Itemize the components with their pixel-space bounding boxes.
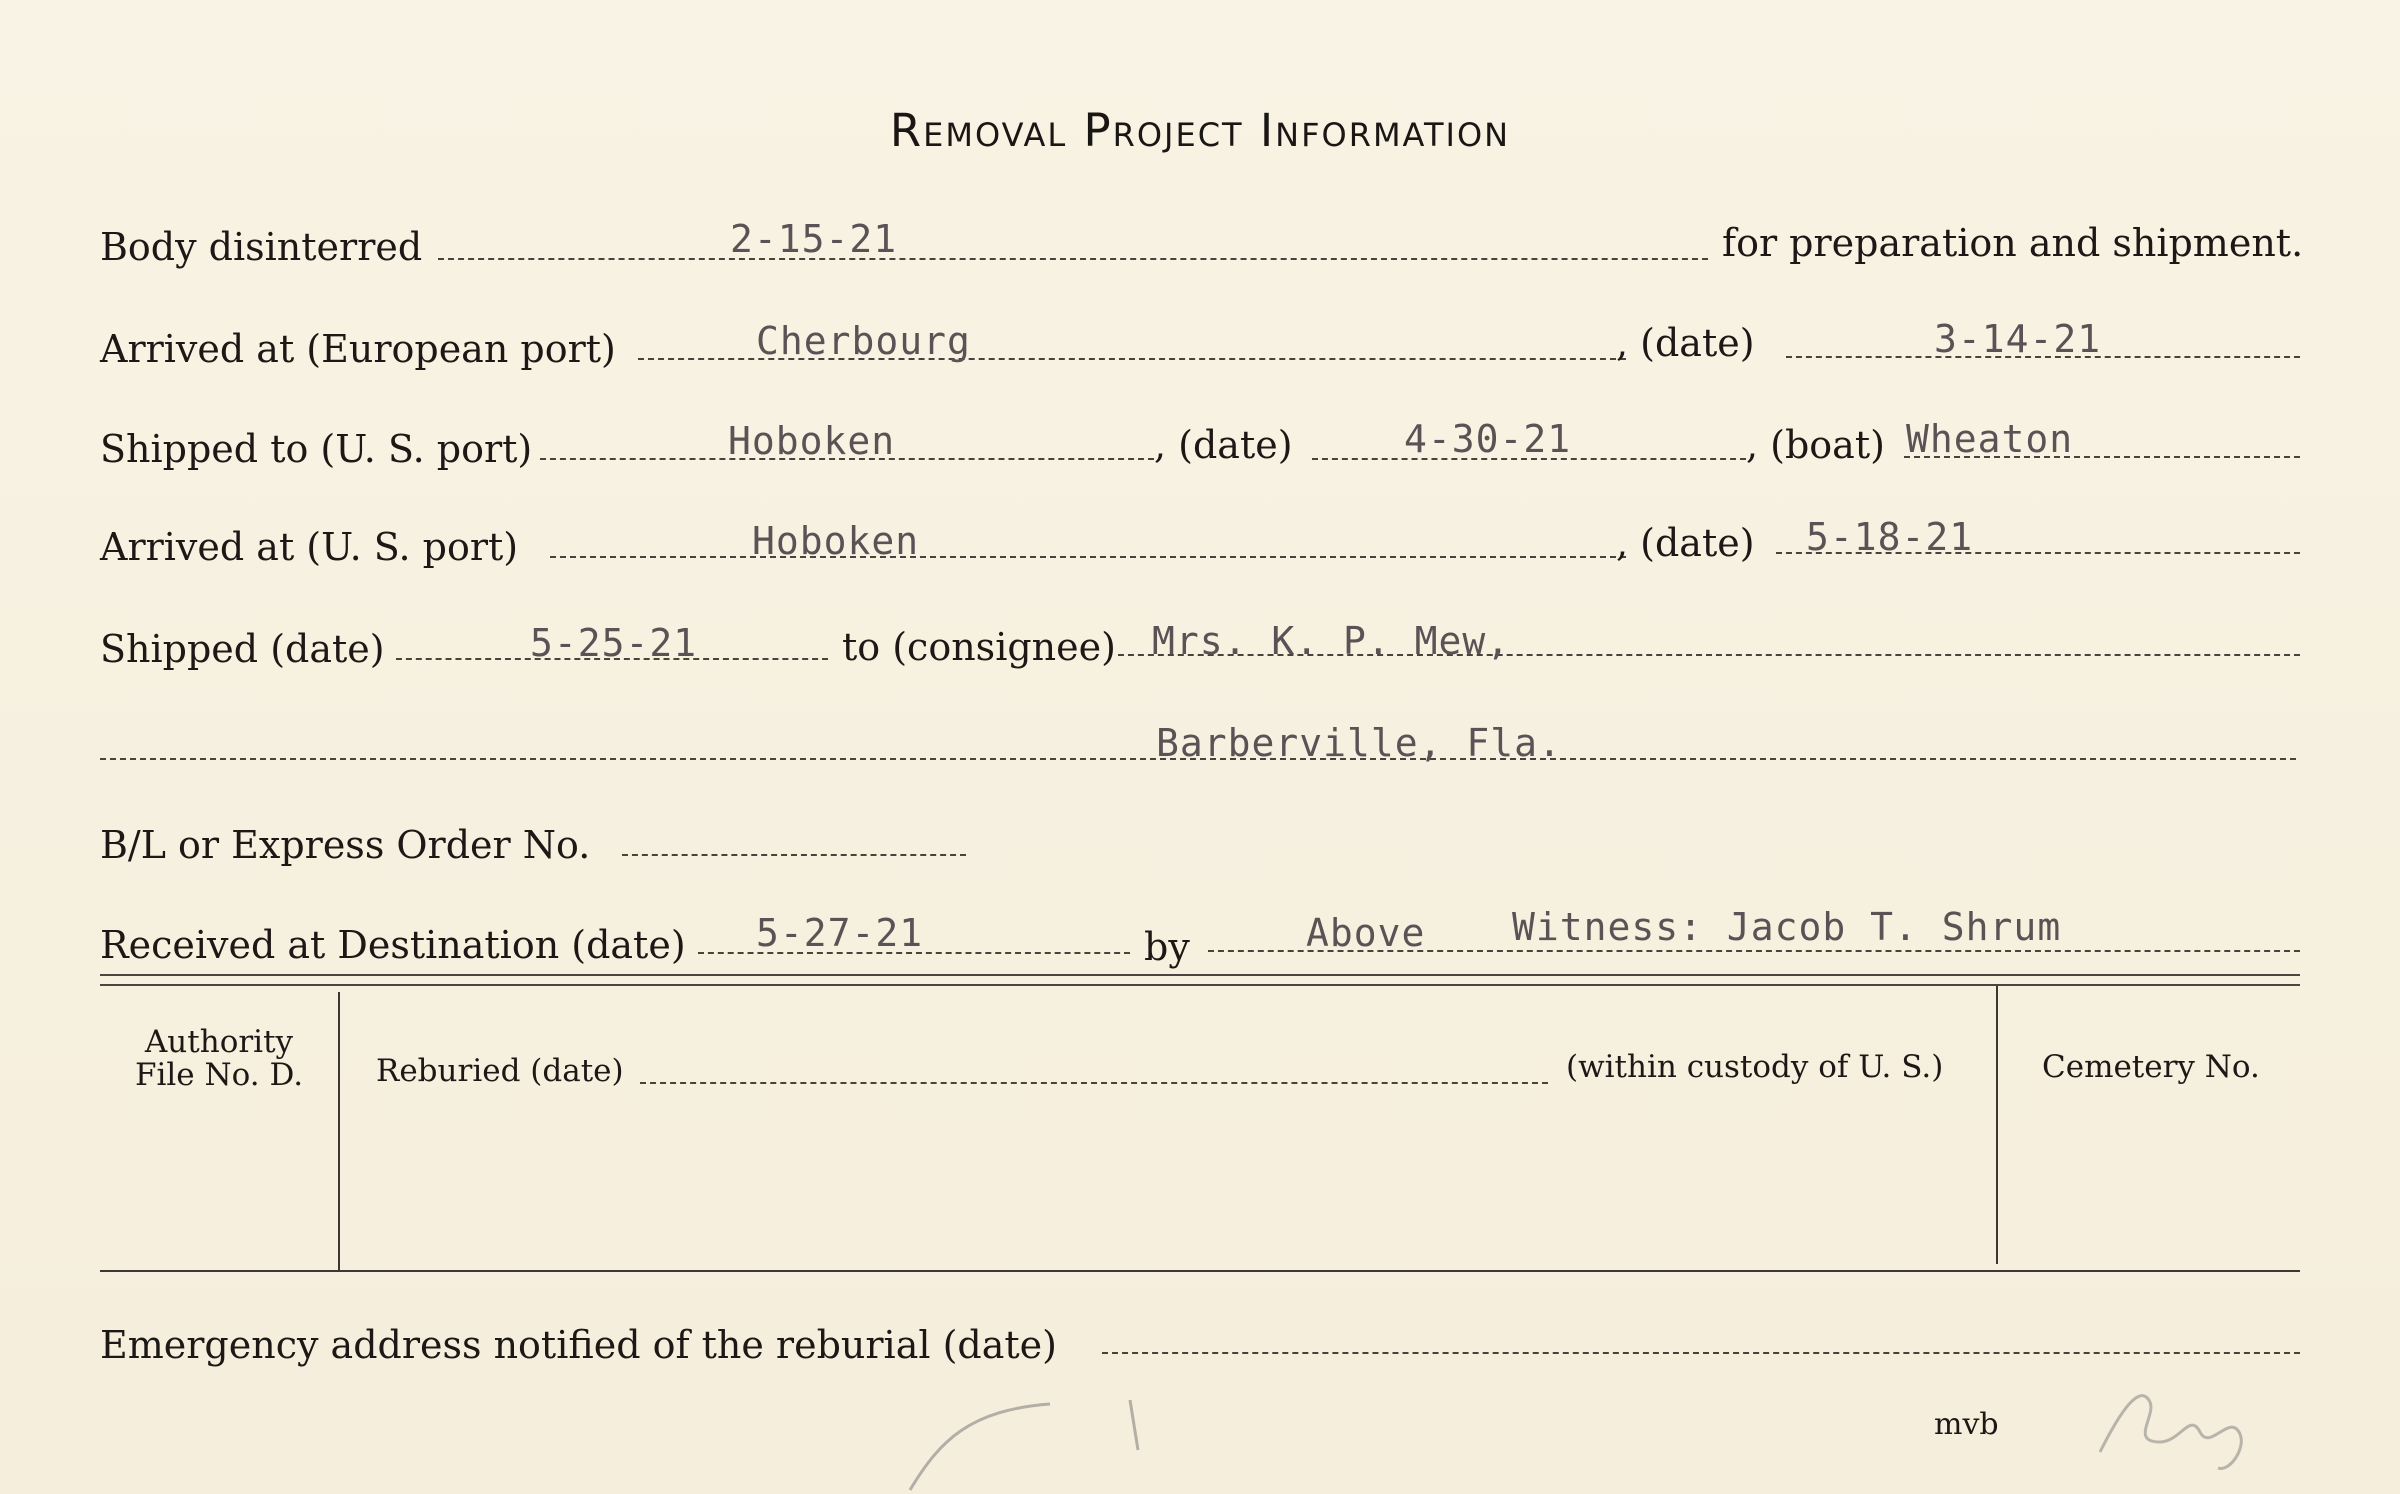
emergency-dotline — [1102, 1352, 2300, 1354]
emergency-label: Emergency address notified of the reburial (date) — [100, 1323, 1057, 1367]
arrived-european-label: Arrived at (European port) — [100, 327, 616, 371]
arrived-us-date: 5-18-21 — [1806, 515, 1974, 559]
shipped-us-date: 4-30-21 — [1404, 417, 1572, 461]
shipped-us-label: Shipped to (U. S. port) — [100, 427, 533, 471]
consignee-value: Mrs. K. P. Mew, — [1152, 619, 1511, 663]
bl-label: B/L or Express Order No. — [100, 823, 591, 867]
shipped-us-date-label: , (date) — [1154, 423, 1293, 467]
received-label: Received at Destination (date) — [100, 923, 686, 967]
arrived-us-port: Hoboken — [752, 519, 920, 563]
shipped-us-port: Hoboken — [728, 419, 896, 463]
page-title: Removal Project Information — [889, 104, 1511, 157]
pencil-mark — [900, 1380, 1160, 1494]
consignee-address: Barberville, Fla. — [1156, 721, 1562, 765]
arrived-european-port: Cherbourg — [756, 319, 971, 363]
body-disinterred-label: Body disinterred — [100, 225, 423, 269]
body-disinterred-value: 2-15-21 — [730, 217, 898, 261]
bl-dotline — [622, 854, 966, 856]
arrived-european-date-label: , (date) — [1616, 321, 1755, 365]
shipped-us-boat: Wheaton — [1906, 417, 2074, 461]
table-divider-1 — [338, 992, 340, 1270]
table-top-rule — [100, 974, 2300, 986]
received-by-label: by — [1144, 925, 1190, 969]
table-divider-2 — [1996, 986, 1998, 1264]
body-disinterred-dotline — [438, 258, 1708, 260]
custody-label: (within custody of U. S.) — [1566, 1049, 1944, 1085]
pencil-signature — [2080, 1372, 2260, 1482]
arrived-us-dotline — [550, 556, 1626, 558]
cemetery-label: Cemetery No. — [2042, 1049, 2260, 1085]
received-by: Above — [1306, 911, 1426, 955]
table-bottom-rule — [100, 1270, 2300, 1272]
shipped-us-boat-label: , (boat) — [1746, 423, 1885, 467]
authority-file-label: Authority File No. D. — [134, 1024, 304, 1093]
shipped-date-label: Shipped (date) — [100, 627, 385, 671]
witness: Witness: Jacob T. Shrum — [1512, 905, 2062, 949]
received-date: 5-27-21 — [756, 911, 924, 955]
arrived-us-date-label: , (date) — [1616, 521, 1755, 565]
reburied-dotline — [640, 1082, 1548, 1084]
arrived-european-date: 3-14-21 — [1934, 317, 2102, 361]
reburied-label: Reburied (date) — [376, 1053, 624, 1089]
consignee-label: to (consignee) — [842, 625, 1116, 669]
arrived-us-label: Arrived at (U. S. port) — [100, 525, 519, 569]
clerk-initials: mvb — [1934, 1407, 1999, 1442]
body-disinterred-suffix: for preparation and shipment. — [1722, 221, 2304, 265]
shipped-date-value: 5-25-21 — [530, 621, 698, 665]
